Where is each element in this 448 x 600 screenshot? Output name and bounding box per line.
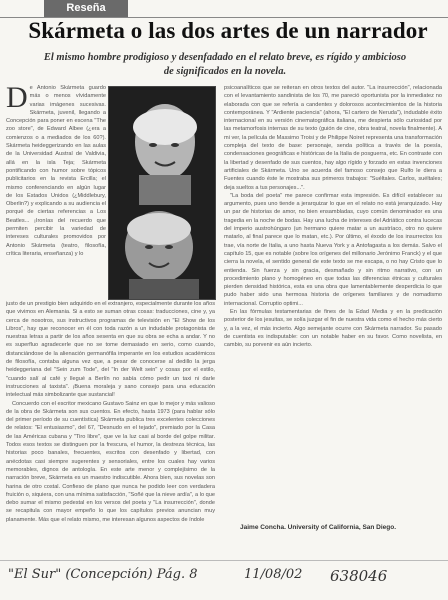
article-title: Skármeta o las dos artes de un narrador bbox=[28, 18, 428, 43]
author-photo bbox=[108, 86, 216, 300]
column-1-side bbox=[6, 84, 106, 300]
lead-paragraph: e Antonio Skármeta guardo más o menos vívidamente varias imágenes sucesivas. Skármeta, juvenil, llegando a Concepción para poner en escena "The zoo store", de Edward Albee (¿era a comienzos o a mediados de los 60?). Skármeta heideggerizando en las aulas de la Universidad Austral de Valdivia, allá en la isla Teja; Skármeta pontificando con humor sobre tópicos publicitarios en la revista Ercilla; el mismo conferenciando en algún lugar de los Estados Unidos (¿Middlebury, Oberlin?) y explicando a su audiencia el porqué de ciertas referencias a Los Beatles... ¡Ironías del recuerdo que permiten percibir la variedad de intereses culturales promovidos por Antonio Skármeta (teatro, filosofía, crítica literaria, enseñanza) y lo bbox=[6, 85, 106, 257]
paragraph: "La boda del poeta" me parece confirmar esta impresión. Es difícil establecer su argumento, pues uno tiende a jerarquizar lo que en el relato no está jerarquizado. Hay un par de historias de amor, no bien ensambladas, cuyo común denominador es una tragedia en la noche de bodas. Hay una lucha de intereses del Adriático contra lucecas del imperio austrohúngaro (un hermano quiere matar a un austríaco, otro no quiere matarlo, al final parece que lo matan, etc.). Por último, el éxodo de los insurrectos los trae, vía norte de Italia, a uno hasta Nueva York y a Antofagasta a los demás. Salvo el capítulo 15, que es notable (sobre los orígenes del millonario Jerónimo Franck) y el que cierra la novela, el sentido general de este texto se me escapa, o no hay Cristo que lo entienda. Sin fuerza y sin gracia, desmañado y sin ritmo narrativo, con un procedimiento plano y homogéneo en que todas las diferencias étnicas y culturales pierden densidad histórica, esta es una obra que lamentablemente desperdicia lo que pudo haber sido una hermosa historia de orígenes familiares y de nomadismo internacional. Corruptio optimi... bbox=[224, 192, 442, 307]
handwritten-source: "El Sur" (Concepción) Pág. 8 bbox=[8, 567, 198, 582]
article-subtitle: El mismo hombre prodigioso y desenfadado en el relato breve, es rígido y ambicioso de significados en la novela. bbox=[43, 52, 407, 77]
paragraph: justo de un prestigio bien adquirido en el extranjero, especialmente durante los años que vivimos en Alemania. Si a esto se suman otras cosas: traducciones, cine y, ya cerca de nosotros, sus instructivos programas de televisión en "El Show de los Libros", hay que reconocer en él con toda razón a un indudable protagonista de nuestras letras a partir de los años sesenta en que su obra se echa a andar. Y no es superfluo agradecerle que no se tome demasiado en serio, como cuando, distanciándose de la alienación germanófila imperante en los estudios académicos de filosofía, contaba alguna vez que, a pesar de conocerse al dedillo la jerga heideggeriana del "Sein zum Tode", del "In der Welt sein" y cosas por el estilo, "cuando salí al café y llegué a Berlín no sabía cómo pedir un taxi ni darle instrucciones al taxista". ¡Buena moraleja y sano consejo para una educación intelectual más simbolizante que sustancial! bbox=[6, 301, 215, 399]
author-photo-image bbox=[109, 87, 215, 299]
handwritten-date: 11/08/02 bbox=[244, 567, 303, 582]
section-tab: Reseña bbox=[44, 0, 128, 17]
paragraph: psicoanalíticos que se reiteran en otros textos del autor. "La insurrección", relacionada con el levantamiento sandinista de los 70, me pareció oportunista por la inmediatez no elaborada con que se refería a candentes y dolorosos acontecimientos de la historia contemporánea. Y "Ardiente paciencia" (ahora, "El cartero de Neruda"), indudable éxito internacional en su versión cinematográfica italiana, me despierta sólo curiosidad por las metamorfosis internas de su texto (guión de cine, obra teatral, novela finalmente). A mi ver, la película de Massimo Troisi y de Philippe Noiret representa una transformación compleja del texto de base: personaje, senda política a través de la poesía, condensaciones geográficas e históricas de la Italia de posguerra, etc. En contraste con la libertad y desenfado de sus cuentos, hay algo rígido y forzado en estas invenciones artificiales de Skármeta. Uno se acuerda del famoso consejo que Rulfo le diera a Fuentes cuando éste le mostraba sus primeros trabajos: "Suéltales. Carlos, suéltales; deja sueltos a tus personajes...". bbox=[224, 85, 442, 191]
bottom-rule bbox=[0, 560, 448, 561]
paragraph: Concuerdo con el escritor mexicano Gustavo Sainz en que lo mejor y más valioso de la obra de Skármeta son sus cuentos. En efecto, hasta 1973 (para hablar sólo del primer período de su cuentística) Skármeta publica tres excelentes colecciones de relatos: "El entusiasmo", del 67, "Desnudo en el tejado", premiado por la Casa de las Américas cubana y "Tiro libre", que ve la luz casi al borde del golpe militar. Todos esos textos se distinguen por la frescura, el humor, la destreza técnica, las historias poco banales, frecuentes, escritos con desenfado y libertad, con anécdotas casi siempre sugerentes y sensoriales, entre los cuales hay varios memorables, dignos de antología. En este arte menor y complejísimo de la narración breve, Skármeta es un maestro indiscutible. Ahora bien, sus novelas son harina de otro costal. Confieso de plano que nunca he podido leer con verdadera fruición o, siquiera, con una mínima satisfacción, "Soñé que la nieve ardía", a lo que debo sumar el mismo pedestal en los versos del poeta y "La insurrección", donde se recapitula con mayor empeño lo que los capítulos previos anuncian muy planamente. Más que el relato mismo, me interesan algunos aspectos de índole bbox=[6, 400, 215, 523]
column-2 bbox=[224, 84, 442, 524]
drop-cap: D bbox=[6, 84, 28, 114]
handwritten-code: 638046 bbox=[330, 567, 388, 585]
column-1-lower bbox=[6, 300, 215, 562]
author-signature: Jaime Concha. University of California, San Diego. bbox=[240, 524, 397, 531]
paragraph: En las fórmulas testamentarias de fines de la Edad Media y en la predicación posterior de los jesuitas, se solía juzgar el fin de nuestra vida como el hecho más cierto y, a la vez, el más incierto. Algo semejante ocurre con Skármeta narrador. Su pasado de cuentista es indisputable: con un notable haber en su favor. Como novelista, en cambio, su porvenir es aún incierto. bbox=[224, 309, 442, 349]
